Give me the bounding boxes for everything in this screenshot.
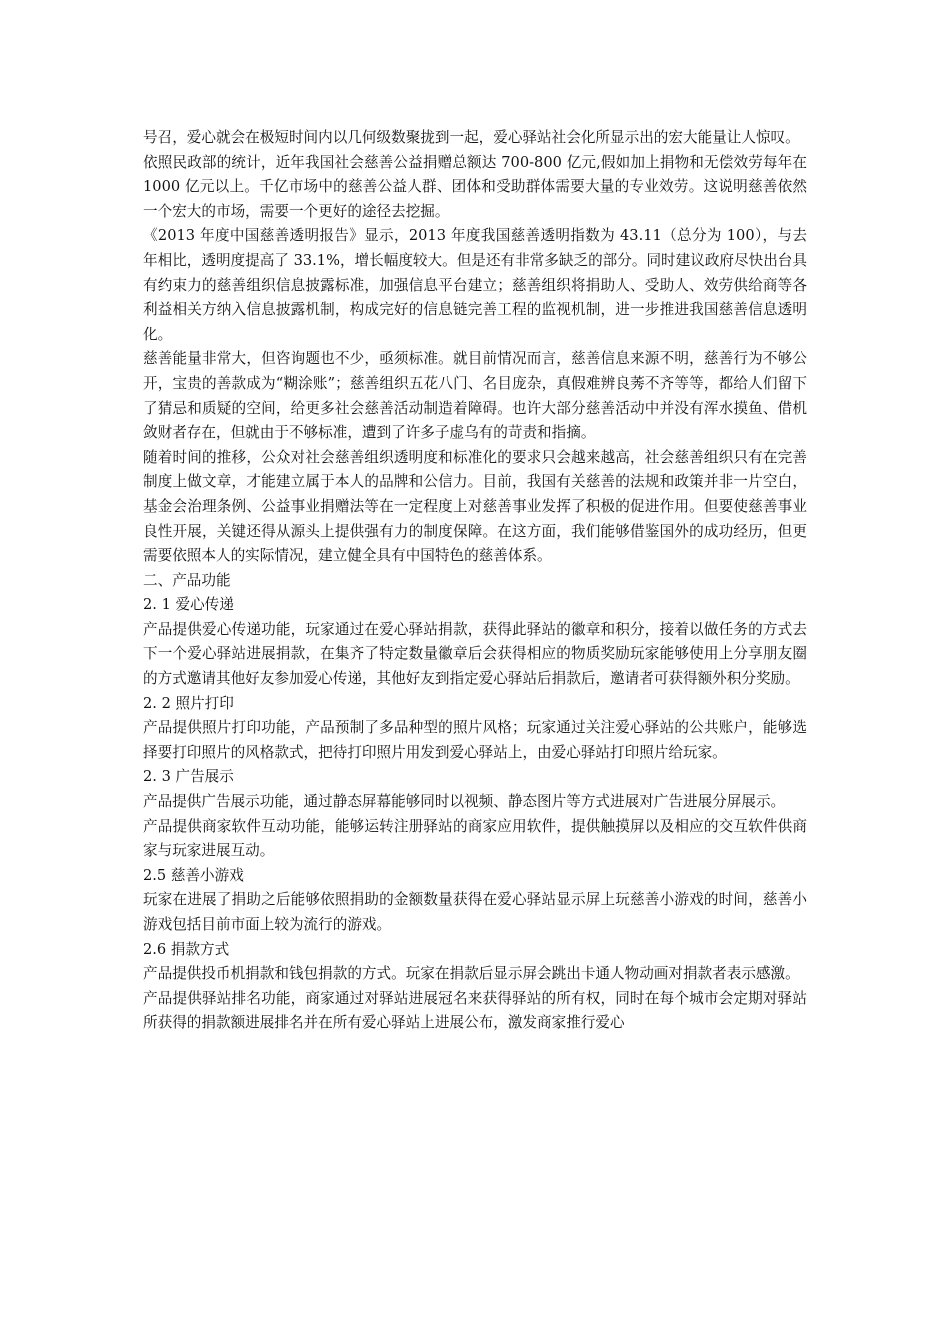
subheading-love-relay: 2. 1 爱心传递 — [143, 596, 234, 614]
paragraph-ad-display: 产品提供广告展示功能，通过静态屏幕能够同时以视频、静态图片等方式进展对广告进展分屏展示。 — [143, 793, 786, 811]
subheading-donation-methods: 2.6 捐款方式 — [143, 940, 230, 958]
paragraph-donation-methods: 产品提供投币机捐款和钱包捐款的方式。玩家在捐款后显示屏会跳出卡通人物动画对捐款者表示感激。 — [143, 965, 800, 983]
paragraph-love-relay: 产品提供爱心传递功能，玩家通过在爱心驿站捐款，获得此驿站的徽章和积分，接着以做任务的方式去下一个爱心驿站进展捐款，在集齐了特定数量徽章后会获得相应的物质奖励玩家能够使用上分享朋友圈的方式邀请其他好友参加爱心传递，其他好友到指定爱心驿站后捐款后，邀请者可获得额外积分奖励。 — [143, 620, 807, 688]
paragraph-2: 依照民政部的统计，近年我国社会慈善公益捐赠总额达 700-800 亿元,假如加上捐物和无偿效劳每年在 1000 亿元以上。千亿市场中的慈善公益人群、团体和受助群体需要大量的专业效劳。这说明慈善依然一个宏大的市场，需要一个更好的途径去挖掘。 — [143, 153, 807, 220]
paragraph-merchant-software: 产品提供商家软件互动功能，能够运转注册驿站的商家应用软件，提供触摸屏以及相应的交互软件供商家与玩家进展互动。 — [143, 817, 807, 860]
paragraph-3: 《2013 年度中国慈善透明报告》显示，2013 年度我国慈善透明指数为 43.11（总分为 100），与去年相比，透明度提高了 33.1%，增长幅度较大。但是还有非常多缺乏的部分。同时建议政府尽快出台具有约束力的慈善组织信息披露标准，加强信息平台建立；慈善组织将捐助人、受助人、效劳供给商等各利益相关方纳入信息披露机制，构成完好的信息链完善工程的监视机制，进一步推进我国慈善信息透明化。 — [143, 227, 807, 343]
paragraph-1: 号召，爱心就会在极短时间内以几何级数聚拢到一起，爱心驿站社会化所显示出的宏大能量让人惊叹。 — [143, 129, 800, 146]
paragraph-photo-printing: 产品提供照片打印功能，产品预制了多品种型的照片风格；玩家通过关注爱心驿站的公共账户，能够选择要打印照片的风格款式，把待打印照片用发到爱心驿站上，由爱心驿站打印照片给玩家。 — [143, 719, 807, 761]
paragraph-station-ranking: 产品提供驿站排名功能，商家通过对驿站进展冠名来获得驿站的所有权，同时在每个城市会定期对驿站所获得的捐款额进展排名并在所有爱心驿站上进展公布，激发商家推行爱心 — [143, 989, 807, 1032]
subheading-charity-games: 2.5 慈善小游戏 — [143, 866, 244, 884]
subheading-ad-display: 2. 3 广告展示 — [143, 768, 234, 786]
paragraph-5: 随着时间的推移，公众对社会慈善组织透明度和标准化的要求只会越来越高，社会慈善组织只有在完善制度上做文章，才能建立属于本人的品牌和公信力。目前，我国有关慈善的法规和政策并非一片空白，基金会治理条例、公益事业捐赠法等在一定程度上对慈善事业发挥了积极的促进作用。但要使慈善事业良性开展，关键还得从源头上提供强有力的制度保障。在这方面，我们能够借鉴国外的成功经历，但更需要依照本人的实际情况，建立健全具有中国特色的慈善体系。 — [143, 448, 807, 565]
document-body — [143, 126, 807, 1036]
paragraph-charity-games: 玩家在进展了捐助之后能够依照捐助的金额数量获得在爱心驿站显示屏上玩慈善小游戏的时间，慈善小游戏包括目前市面上较为流行的游戏。 — [143, 891, 807, 933]
paragraph-4: 慈善能量非常大，但咨询题也不少，亟须标准。就目前情况而言，慈善信息来源不明，慈善行为不够公开，宝贵的善款成为“糊涂账”；慈善组织五花八门、名目庞杂，真假难辨良莠不齐等等，都给人们留下了猜忌和质疑的空间，给更多社会慈善活动制造着障碍。也许大部分慈善活动中并没有浑水摸鱼、借机敛财者存在，但就由于不够标准，遭到了许多子虚乌有的苛责和指摘。 — [143, 350, 807, 442]
section-heading-product-functions: 二、产品功能 — [143, 571, 231, 589]
subheading-photo-printing: 2. 2 照片打印 — [143, 694, 234, 712]
